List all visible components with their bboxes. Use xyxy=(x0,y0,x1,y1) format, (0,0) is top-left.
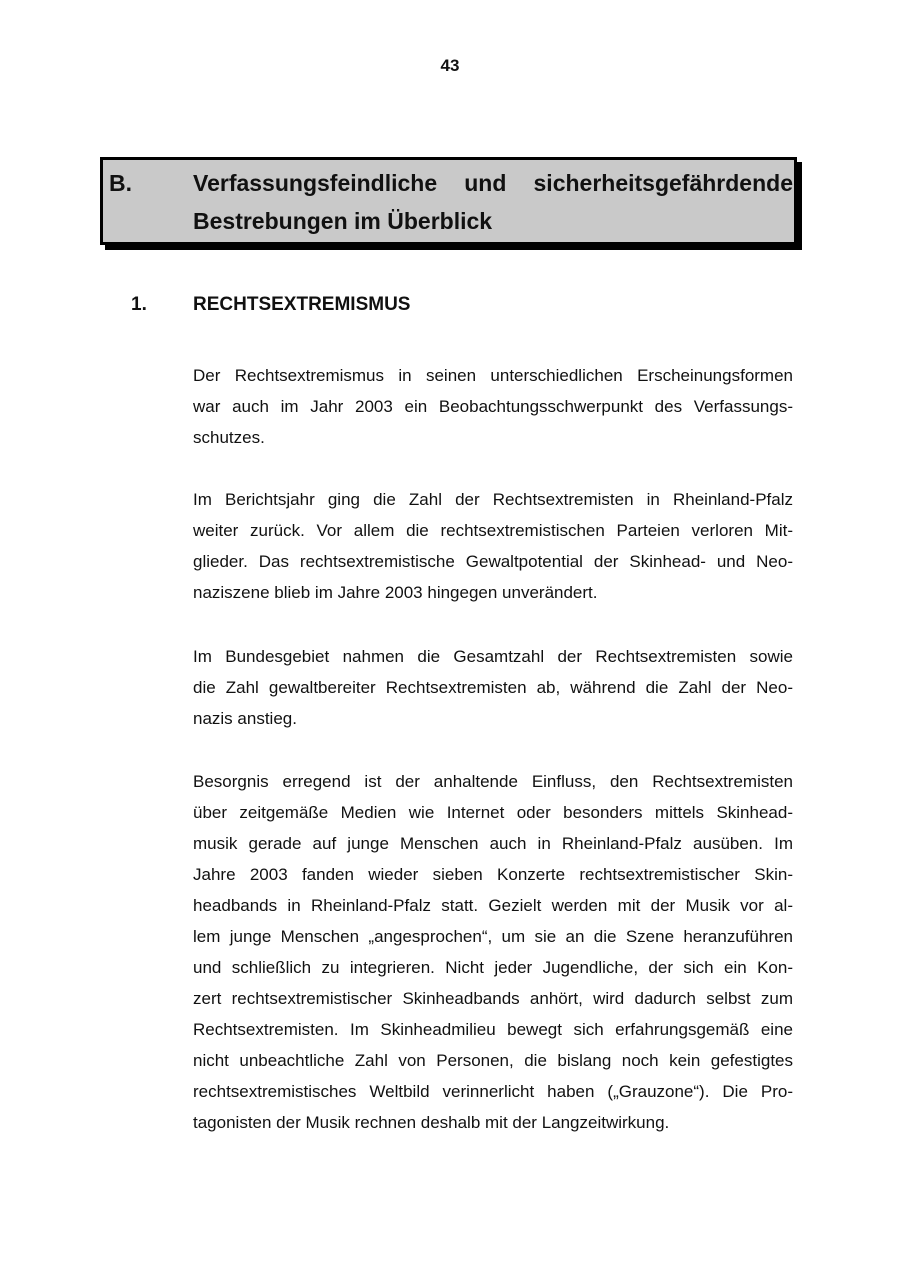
paragraph-line: tagonisten der Musik rechnen deshalb mit der Langzeitwirkung. xyxy=(193,1113,670,1132)
paragraph-line: Im Berichtsjahr ging die Zahl der Rechtsextremisten in Rheinland-Pfalz xyxy=(193,490,793,509)
paragraph-line: schutzes. xyxy=(193,428,265,447)
paragraph-2 xyxy=(193,484,793,608)
paragraph-line: zert rechtsextremistischer Skinheadbands anhört, wird dadurch selbst zum xyxy=(193,989,793,1008)
paragraph-4 xyxy=(193,766,793,1138)
paragraph-line: die Zahl gewaltbereiter Rechtsextremisten ab, während die Zahl der Neo- xyxy=(193,678,793,697)
paragraph-line: Besorgnis erregend ist der anhaltende Einfluss, den Rechtsextremisten xyxy=(193,772,793,791)
page-number: 43 xyxy=(440,56,460,75)
paragraph-line: glieder. Das rechtsextremistische Gewaltpotential der Skinhead- und Neo- xyxy=(193,552,793,571)
paragraph-line: nazis anstieg. xyxy=(193,709,297,728)
paragraph-line: Rechtsextremisten. Im Skinheadmilieu bewegt sich erfahrungsgemäß eine xyxy=(193,1020,793,1039)
paragraph-line: rechtsextremistisches Weltbild verinnerlicht haben („Grauzone“). Die Pro- xyxy=(193,1082,793,1101)
chapter-title-line-2: Bestrebungen im Überblick xyxy=(193,208,493,234)
paragraph-line: headbands in Rheinland-Pfalz statt. Gezielt werden mit der Musik vor al- xyxy=(193,896,793,915)
paragraph-line: naziszene blieb im Jahre 2003 hingegen unverändert. xyxy=(193,583,598,602)
paragraph-line: Der Rechtsextremismus in seinen unterschiedlichen Erscheinungsformen xyxy=(193,366,793,385)
paragraph-3 xyxy=(193,641,793,734)
paragraph-line: und schließlich zu integrieren. Nicht jeder Jugendliche, der sich ein Kon- xyxy=(193,958,793,977)
chapter-letter: B. xyxy=(109,170,132,196)
paragraph-line: war auch im Jahr 2003 ein Beobachtungsschwerpunkt des Verfassungs- xyxy=(193,397,793,416)
paragraph-line: musik gerade auf junge Menschen auch in Rheinland-Pfalz ausüben. Im xyxy=(193,834,793,853)
paragraph-line: Im Bundesgebiet nahmen die Gesamtzahl der Rechtsextremisten sowie xyxy=(193,647,793,666)
chapter-heading-box xyxy=(100,157,797,245)
chapter-title-line-1: Verfassungsfeindliche und sicherheitsgefährdende xyxy=(193,170,793,196)
paragraph-line: weiter zurück. Vor allem die rechtsextremistischen Parteien verloren Mit- xyxy=(193,521,793,540)
paragraph-line: Jahre 2003 fanden wieder sieben Konzerte rechtsextremistischer Skin- xyxy=(193,865,793,884)
paragraph-line: über zeitgemäße Medien wie Internet oder besonders mittels Skinhead- xyxy=(193,803,793,822)
chapter-title xyxy=(193,164,793,240)
section-title: RECHTSEXTREMISMUS xyxy=(193,294,411,315)
paragraph-line: lem junge Menschen „angesprochen“, um sie an die Szene heranzuführen xyxy=(193,927,793,946)
paragraph-line: nicht unbeachtliche Zahl von Personen, die bislang noch kein gefestigtes xyxy=(193,1051,793,1070)
section-number: 1. xyxy=(131,294,147,315)
paragraph-1 xyxy=(193,360,793,453)
